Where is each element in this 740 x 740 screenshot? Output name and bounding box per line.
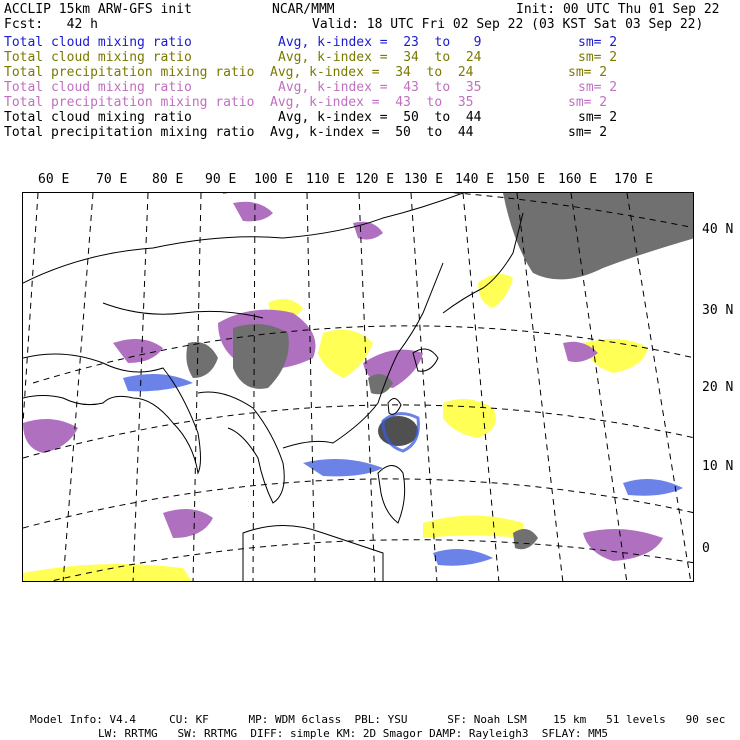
map-canvas — [23, 193, 694, 582]
field-1-name: Total cloud mixing ratio — [4, 35, 192, 50]
lat-label-0: 0 — [702, 541, 710, 556]
center-label: NCAR/MMM — [272, 2, 335, 17]
model-title: ACCLIP 15km ARW-GFS init — [4, 2, 192, 17]
model-info-line1: Model Info: V4.4 CU: KF MP: WDM 6class PBL: YSU SF: Noah LSM 15 km 51 levels 90 sec — [30, 713, 726, 726]
field-5-name: Total precipitation mixing ratio — [4, 95, 255, 110]
lon-label-120e: 120 E — [355, 172, 395, 187]
lat-grid-20n — [23, 405, 694, 458]
low-cloud-equator — [433, 549, 493, 566]
field-7-method: Avg, k-index = 50 to 44 — [270, 125, 474, 140]
lon-label-80e: 80 E — [152, 172, 184, 187]
field-2-sm: sm= 2 — [578, 50, 618, 65]
low-cloud-arabian-sea — [123, 374, 193, 391]
lat-label-30n: 30 N — [702, 303, 734, 318]
lon-label-170e: 170 E — [614, 172, 654, 187]
field-4-sm: sm= 2 — [578, 80, 618, 95]
upper-cloud-mongolia — [233, 202, 273, 222]
field-2-method: Avg, k-index = 34 to 24 — [278, 50, 482, 65]
mid-cloud-west-pacific — [443, 399, 496, 438]
field-7-sm: sm= 2 — [568, 125, 608, 140]
mid-cloud-japan — [478, 274, 513, 308]
field-4-name: Total cloud mixing ratio — [4, 80, 192, 95]
coast-indochina — [198, 392, 284, 503]
lon-grid-70e — [63, 193, 93, 582]
field-1-method: Avg, k-index = 23 to 9 — [278, 35, 482, 50]
field-6-name: Total cloud mixing ratio — [4, 110, 192, 125]
top-cloud-northwest-pacific — [503, 193, 694, 279]
lon-grid-170e — [627, 193, 691, 582]
lon-label-100e: 100 E — [254, 172, 294, 187]
init-time: Init: 00 UTC Thu 01 Sep 22 — [516, 2, 720, 17]
lat-label-10n: 10 N — [702, 459, 734, 474]
top-cloud-tropics — [513, 529, 538, 549]
top-cloud-tibet — [233, 324, 289, 389]
coast-maritime-continent — [243, 526, 383, 583]
mid-cloud-south — [23, 564, 193, 582]
lon-label-90e: 90 E — [205, 172, 237, 187]
field-3-method: Avg, k-index = 34 to 24 — [270, 65, 474, 80]
field-1-sm: sm= 2 — [578, 35, 618, 50]
lon-label-70e: 70 E — [96, 172, 128, 187]
lon-label-60e: 60 E — [38, 172, 70, 187]
weather-map — [22, 192, 694, 582]
lon-label-160e: 160 E — [558, 172, 598, 187]
lat-grid-10n — [23, 479, 694, 528]
coast-south-asia — [23, 354, 201, 473]
field-6-sm: sm= 2 — [578, 110, 618, 125]
field-5-method: Avg, k-index = 43 to 35 — [270, 95, 474, 110]
upper-cloud-northeast — [353, 222, 383, 240]
mid-cloud-field — [23, 274, 648, 582]
model-info-line2: LW: RRTMG SW: RRTMG DIFF: simple KM: 2D Smagor DAMP: Rayleigh3 SFLAY: MM5 — [98, 727, 608, 740]
lon-label-130e: 130 E — [404, 172, 444, 187]
field-3-name: Total precipitation mixing ratio — [4, 65, 255, 80]
low-cloud-central-pacific — [623, 479, 683, 496]
upper-cloud-arabia — [23, 419, 78, 453]
lon-label-140e: 140 E — [455, 172, 495, 187]
mid-cloud-tropics — [423, 516, 523, 539]
lat-label-20n: 20 N — [702, 380, 734, 395]
coast-philippines — [378, 466, 405, 524]
field-7-name: Total precipitation mixing ratio — [4, 125, 255, 140]
field-6-method: Avg, k-index = 50 to 44 — [278, 110, 482, 125]
field-4-method: Avg, k-index = 43 to 35 — [278, 80, 482, 95]
upper-cloud-indian-ocean — [163, 509, 213, 538]
coast-taiwan — [388, 398, 401, 414]
lon-label-110e: 110 E — [306, 172, 346, 187]
field-2-name: Total cloud mixing ratio — [4, 50, 192, 65]
field-3-sm: sm= 2 — [568, 65, 608, 80]
lon-grid-60e — [23, 193, 38, 423]
lon-grid-110e — [307, 193, 315, 582]
lat-label-40n: 40 N — [702, 222, 734, 237]
lon-label-150e: 150 E — [506, 172, 546, 187]
top-cloud-bay-of-bengal — [186, 342, 218, 378]
field-5-sm: sm= 2 — [568, 95, 608, 110]
forecast-hour: Fcst: 42 h — [4, 17, 98, 32]
valid-time: Valid: 18 UTC Fri 02 Sep 22 (03 KST Sat 03 Sep 22) — [312, 17, 704, 32]
